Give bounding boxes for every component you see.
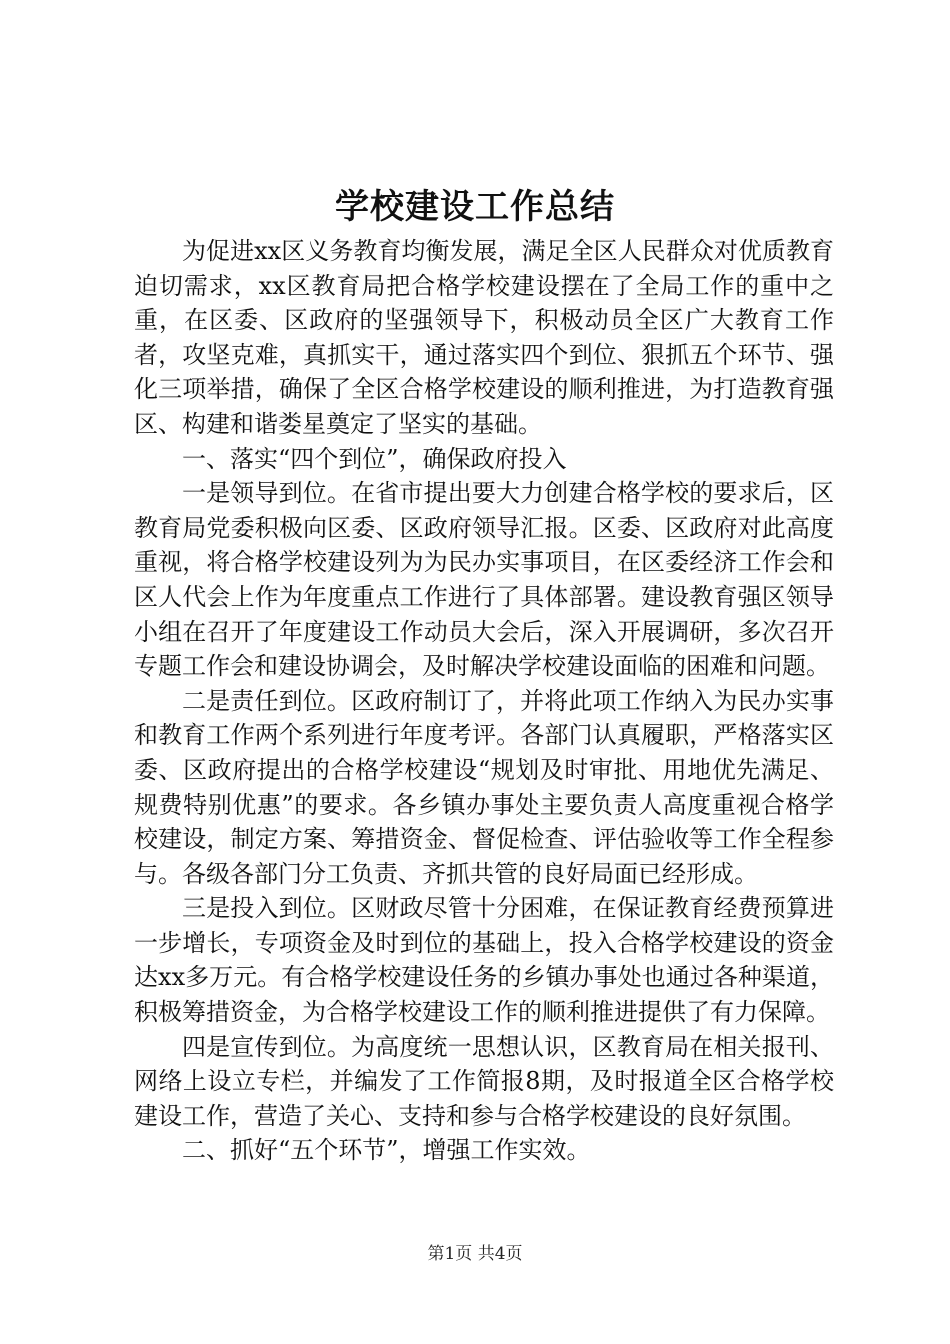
paragraph-responsibility: 二是责任到位。区政府制订了，并将此项工作纳入为民办实事和教育工作两个系列进行年度考评。各部门认真履职，严格落实区委、区政府提出的合格学校建设“规划及时审批、用地优先满足、规费特别优惠”的要求。各乡镇办事处主要负责人高度重视合格学校建设，制定方案、筹措资金、督促检查、评估验收等工作全程参与。各级各部门分工负责、齐抓共管的良好局面已经形成。 xyxy=(134,686,834,888)
paragraph-leadership: 一是领导到位。在省市提出要大力创建合格学校的要求后，区教育局党委积极向区委、区政府领导汇报。区委、区政府对此高度重视，将合格学校建设列为为民办实事项目，在区委经济工作会和区人代会上作为年度重点工作进行了具体部署。建设教育强区领导小组在召开了年度建设工作动员大会后，深入开展调研，多次召开专题工作会和建设协调会，及时解决学校建设面临的困难和问题。 xyxy=(134,479,834,681)
document-body xyxy=(134,234,834,1168)
paragraph-intro: 为促进xx区义务教育均衡发展，满足全区人民群众对优质教育迫切需求，xx区教育局把合格学校建设摆在了全局工作的重中之重，在区委、区政府的坚强领导下，积极动员全区广大教育工作者，攻坚克难，真抓实干，通过落实四个到位、狠抓五个环节、强化三项举措，确保了全区合格学校建设的顺利推进，为打造教育强区、构建和谐娄星奠定了坚实的基础。 xyxy=(134,237,834,438)
paragraph-publicity: 四是宣传到位。为高度统一思想认识，区教育局在相关报刊、网络上设立专栏，并编发了工作简报8期，及时报道全区合格学校建设工作，营造了关心、支持和参与合格学校建设的良好氛围。 xyxy=(134,1032,834,1130)
document-title: 学校建设工作总结 xyxy=(335,187,615,227)
section-heading-2: 二、抓好“五个环节”，增强工作实效。 xyxy=(182,1136,591,1165)
paragraph-investment: 三是投入到位。区财政尽管十分困难，在保证教育经费预算进一步增长，专项资金及时到位的基础上，投入合格学校建设的资金达xx多万元。有合格学校建设任务的乡镇办事处也通过各种渠道，积极筹措资金，为合格学校建设工作的顺利推进提供了有力保障。 xyxy=(134,894,834,1027)
section-heading-1: 一、落实“四个到位”，确保政府投入 xyxy=(182,444,567,473)
page-number: 第1页 共4页 xyxy=(427,1244,523,1264)
